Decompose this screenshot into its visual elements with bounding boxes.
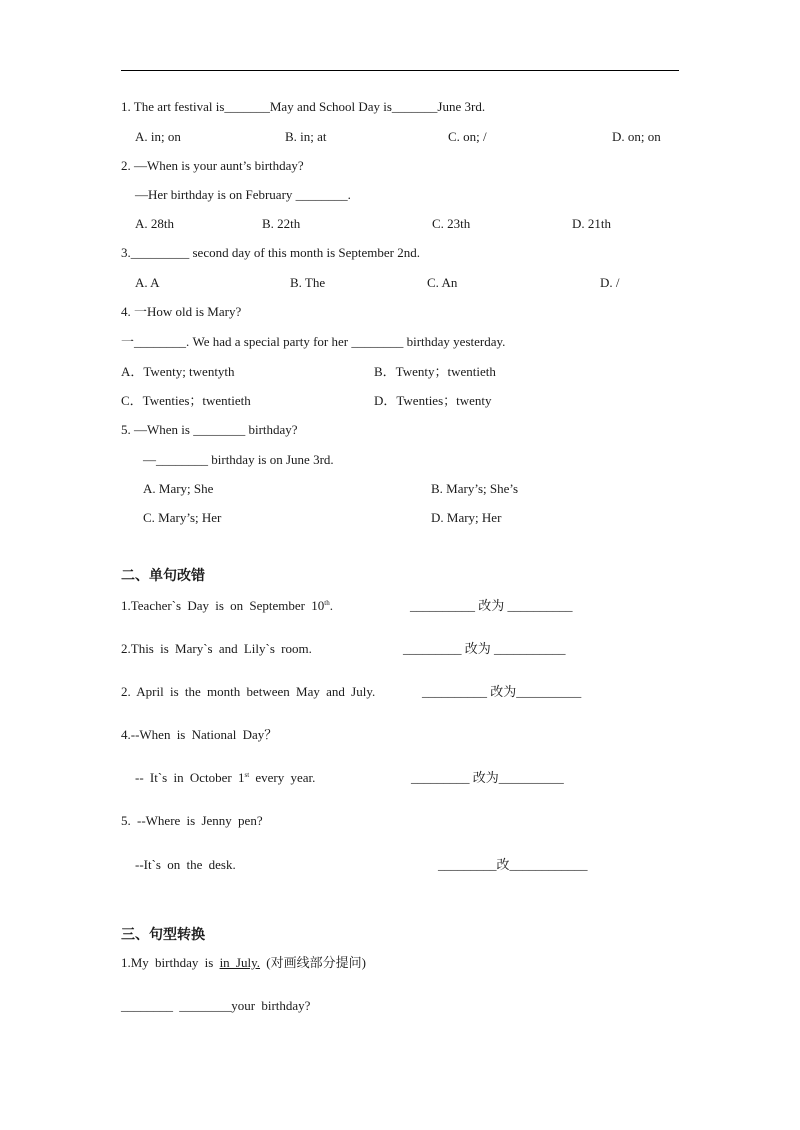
q4-option-c: C．Twenties；twentieth (121, 393, 251, 408)
correction-item-1 (121, 598, 333, 614)
correction-item-1-sup: th (324, 599, 330, 607)
correction-item-3: 2. April is the month between May and July. (121, 684, 376, 699)
correction-item-5-answer: _________改____________ (438, 857, 588, 872)
question-5: 5. —When is ________ birthday? (121, 422, 298, 437)
transform-question-1-text: 1.My birthday is (121, 955, 220, 970)
header-rule (121, 70, 679, 71)
question-4-answer: 一________. We had a special party for her ________ birthday yesterday. (121, 334, 506, 349)
question-2: 2. —When is your aunt’s birthday? (121, 158, 304, 173)
section-3-heading: 三、句型转换 (121, 927, 205, 943)
correction-item-1-text: 1.Teacher`s Day is on September 10 (121, 598, 325, 613)
q5-option-b: B. Mary’s; She’s (431, 481, 519, 496)
correction-item-4: 4.--When is National Day？ (121, 727, 278, 742)
correction-item-2: 2.This is Mary`s and Lily`s room. (121, 641, 312, 656)
q3-option-a: A. A (135, 275, 160, 290)
q3-option-b: B. The (290, 275, 326, 290)
q3-option-d: D. / (600, 275, 620, 290)
q1-option-b: B. in; at (285, 129, 327, 144)
correction-item-4-reply-text: -- It`s in October 1 (135, 770, 245, 785)
q2-option-b: B. 22th (262, 216, 301, 231)
q2-option-c: C. 23th (432, 216, 471, 231)
q3-number: 3. (121, 245, 131, 260)
q4-option-d: D．Twenties；twenty (374, 393, 492, 408)
q4-option-b: B．Twenty；twentieth (374, 364, 496, 379)
correction-item-4-reply (135, 770, 315, 786)
question-3 (121, 245, 420, 261)
q2-option-d: D. 21th (572, 216, 611, 231)
correction-item-4-reply-end: every year. (249, 770, 316, 785)
correction-item-5-reply: --It`s on the desk. (135, 857, 236, 872)
correction-item-1-answer: __________ 改为 __________ (410, 598, 573, 613)
q2-option-a: A. 28th (135, 216, 174, 231)
transform-question-1 (121, 955, 366, 971)
question-4: 4. 一How old is Mary? (121, 304, 242, 319)
correction-item-1-end: . (329, 598, 333, 613)
correction-item-4-answer: _________ 改为__________ (411, 770, 564, 785)
q3-blank: _________ (130, 245, 190, 260)
underlined-phrase: in July. (219, 955, 261, 970)
transform-answer-1: ________ ________your birthday? (121, 998, 311, 1013)
q3-text: second day of this month is September 2nd. (189, 245, 420, 260)
q1-option-c: C. on; / (448, 129, 487, 144)
q1-option-d: D. on; on (612, 129, 661, 144)
correction-item-4-reply-sup: st (244, 771, 250, 779)
q5-option-d: D. Mary; Her (431, 510, 502, 525)
q5-option-c: C. Mary’s; Her (143, 510, 222, 525)
q4-option-a: A．Twenty; twentyth (121, 364, 235, 379)
correction-item-2-answer: _________ 改为 ___________ (403, 641, 566, 656)
correction-item-5: 5. --Where is Jenny pen? (121, 813, 263, 828)
correction-item-3-answer: __________ 改为__________ (422, 684, 582, 699)
q5-option-a: A. Mary; She (143, 481, 214, 496)
q1-option-a: A. in; on (135, 129, 181, 144)
question-1: 1. The art festival is_______May and School Day is_______June 3rd. (121, 99, 486, 114)
question-2-answer: —Her birthday is on February ________. (135, 187, 351, 202)
question-5-answer: —________ birthday is on June 3rd. (143, 452, 334, 467)
section-2-heading: 二、单句改错 (121, 568, 205, 584)
instruction-note: (对画线部分提问) (260, 955, 366, 970)
q3-option-c: C. An (427, 275, 458, 290)
